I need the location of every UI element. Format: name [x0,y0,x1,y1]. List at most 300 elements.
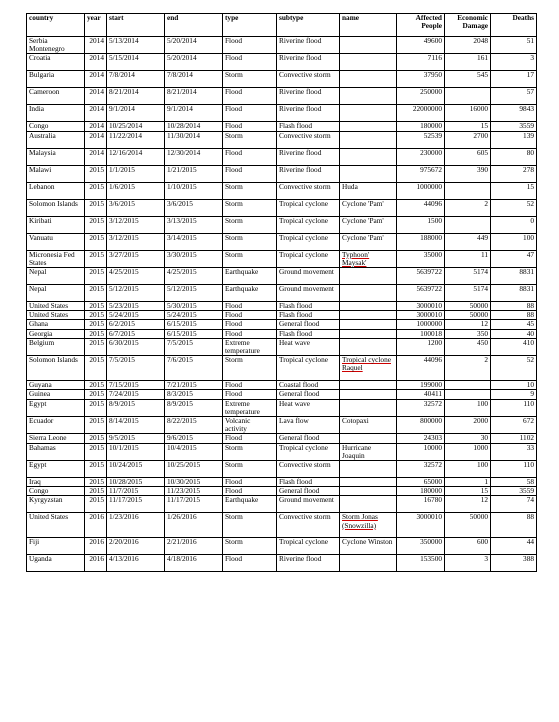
cell-affected-people: 3000010 [397,513,445,538]
cell-economic-damage: 12 [445,496,491,513]
cell-end: 8/21/2014 [165,88,223,105]
cell-deaths: 3 [491,54,537,71]
cell-subtype: General flood [277,320,340,329]
cell-economic-damage: 12 [445,320,491,329]
cell-name [340,390,397,399]
cell-type: Storm [223,182,277,199]
cell-end: 7/8/2014 [165,71,223,88]
cell-type: Storm [223,199,277,216]
cell-start: 11/22/2014 [107,131,165,148]
cell-end: 10/28/2014 [165,122,223,131]
cell-subtype: General flood [277,390,340,399]
cell-subtype: General flood [277,487,340,496]
cell-subtype: Tropical cyclone [277,199,340,216]
cell-deaths: 410 [491,338,537,355]
cell-economic-damage: 100 [445,461,491,478]
cell-start: 8/14/2015 [107,417,165,434]
cell-end: 4/25/2015 [165,268,223,285]
table-row [27,555,537,572]
cell-name [340,105,397,122]
table-row [27,302,537,311]
cell-year: 2014 [85,88,107,105]
table-row [27,443,537,460]
cell-type: Extreme temperature [223,338,277,355]
cell-affected-people: 153500 [397,555,445,572]
cell-start: 6/30/2015 [107,338,165,355]
cell-type: Storm [223,71,277,88]
cell-start: 7/24/2015 [107,390,165,399]
cell-deaths: 3559 [491,122,537,131]
cell-subtype: Riverine flood [277,54,340,71]
table-row [27,199,537,216]
cell-economic-damage: 15 [445,487,491,496]
cell-end: 6/15/2015 [165,320,223,329]
cell-name [340,381,397,390]
cell-start: 6/7/2015 [107,329,165,338]
cell-country: Egypt [27,461,85,478]
table-row [27,399,537,416]
cell-type: Flood [223,320,277,329]
column-header-end: end [165,14,223,37]
cell-country: Nepal [27,285,85,302]
cell-deaths: 110 [491,461,537,478]
cell-subtype: Flash flood [277,122,340,131]
cell-type: Earthquake [223,268,277,285]
cell-affected-people: 180000 [397,122,445,131]
table-row [27,311,537,320]
cell-year: 2015 [85,311,107,320]
table-row [27,71,537,88]
cell-type: Flood [223,381,277,390]
cell-deaths: 672 [491,417,537,434]
cell-year: 2015 [85,250,107,267]
cell-end: 5/30/2015 [165,302,223,311]
cell-economic-damage: 2 [445,199,491,216]
cell-name: Cyclone 'Pam' [340,216,397,233]
cell-end: 7/21/2015 [165,381,223,390]
cell-country: Congo [27,122,85,131]
column-header-affected-people: Affected People [397,14,445,37]
table-row [27,461,537,478]
cell-subtype: Heat wave [277,399,340,416]
cell-year: 2015 [85,496,107,513]
cell-economic-damage: 2000 [445,417,491,434]
cell-end: 6/15/2015 [165,329,223,338]
cell-subtype: Riverine flood [277,37,340,54]
column-header-year: year [85,14,107,37]
cell-deaths: 8831 [491,268,537,285]
cell-start: 12/16/2014 [107,148,165,165]
cell-type: Storm [223,356,277,381]
cell-name [340,148,397,165]
cell-country: Belgium [27,338,85,355]
cell-end: 8/9/2015 [165,399,223,416]
cell-affected-people: 5639722 [397,285,445,302]
table-row [27,338,537,355]
cell-deaths: 1102 [491,434,537,443]
cell-type: Storm [223,250,277,267]
cell-affected-people: 199000 [397,381,445,390]
cell-start: 11/7/2015 [107,487,165,496]
cell-name [340,165,397,182]
cell-start: 3/27/2015 [107,250,165,267]
cell-year: 2014 [85,105,107,122]
table-row [27,182,537,199]
cell-country: United States [27,513,85,538]
cell-subtype: Coastal flood [277,381,340,390]
cell-name: Tropical cyclone Raquel [340,356,397,381]
cell-economic-damage: 30 [445,434,491,443]
cell-affected-people: 24303 [397,434,445,443]
column-header-start: start [107,14,165,37]
table-row [27,131,537,148]
cell-country: Solomon Islands [27,199,85,216]
cell-start: 1/1/2015 [107,165,165,182]
cell-economic-damage: 350 [445,329,491,338]
table-row [27,513,537,538]
cell-deaths: 3559 [491,487,537,496]
cell-year: 2014 [85,71,107,88]
cell-type: Earthquake [223,496,277,513]
cell-deaths: 278 [491,165,537,182]
cell-affected-people: 350000 [397,538,445,555]
column-header-deaths: Deaths [491,14,537,37]
cell-deaths: 52 [491,199,537,216]
cell-affected-people: 16780 [397,496,445,513]
cell-start: 5/23/2015 [107,302,165,311]
cell-deaths: 88 [491,513,537,538]
cell-subtype: Riverine flood [277,88,340,105]
cell-end: 5/20/2014 [165,37,223,54]
cell-economic-damage: 5174 [445,285,491,302]
cell-type: Flood [223,390,277,399]
cell-economic-damage [445,390,491,399]
cell-country: Malawi [27,165,85,182]
cell-name: Cotopaxi [340,417,397,434]
cell-year: 2015 [85,417,107,434]
cell-name [340,320,397,329]
cell-start: 2/20/2016 [107,538,165,555]
cell-country: Ecuador [27,417,85,434]
cell-type: Flood [223,311,277,320]
cell-start: 5/12/2015 [107,285,165,302]
cell-deaths: 110 [491,399,537,416]
cell-affected-people: 975672 [397,165,445,182]
table-row [27,487,537,496]
cell-name: Cyclone 'Pam' [340,233,397,250]
cell-country: Nepal [27,268,85,285]
cell-deaths: 44 [491,538,537,555]
table-row [27,37,537,54]
cell-economic-damage: 605 [445,148,491,165]
cell-subtype: Ground movement [277,268,340,285]
table-row [27,478,537,487]
table-row [27,250,537,267]
cell-type: Earthquake [223,285,277,302]
cell-subtype: Flash flood [277,302,340,311]
cell-start: 4/25/2015 [107,268,165,285]
cell-name [340,399,397,416]
cell-country: Egypt [27,399,85,416]
cell-start: 5/13/2014 [107,37,165,54]
cell-end: 10/25/2015 [165,461,223,478]
cell-country: Congo [27,487,85,496]
cell-start: 10/28/2015 [107,478,165,487]
cell-start: 10/1/2015 [107,443,165,460]
table-header-row [27,14,537,37]
table-row [27,356,537,381]
cell-affected-people: 7116 [397,54,445,71]
cell-type: Storm [223,538,277,555]
cell-deaths: 10 [491,381,537,390]
cell-start: 3/12/2015 [107,216,165,233]
cell-economic-damage: 450 [445,338,491,355]
cell-deaths: 17 [491,71,537,88]
cell-subtype: Tropical cyclone [277,216,340,233]
column-header-country: country [27,14,85,37]
cell-name: Storm Jonas (Snowzilla) [340,513,397,538]
cell-end: 3/6/2015 [165,199,223,216]
cell-year: 2015 [85,434,107,443]
cell-country: Micronesia Fed States [27,250,85,267]
cell-country: Malaysia [27,148,85,165]
cell-country: Ghana [27,320,85,329]
cell-start: 6/2/2015 [107,320,165,329]
table-row [27,216,537,233]
table-row [27,105,537,122]
cell-end: 5/12/2015 [165,285,223,302]
table-row [27,496,537,513]
cell-type: Storm [223,461,277,478]
cell-deaths: 0 [491,216,537,233]
cell-year: 2015 [85,329,107,338]
cell-deaths: 74 [491,496,537,513]
cell-subtype: General flood [277,434,340,443]
cell-type: Storm [223,131,277,148]
cell-economic-damage: 2700 [445,131,491,148]
cell-name [340,285,397,302]
cell-subtype: Tropical cyclone [277,356,340,381]
cell-affected-people: 1500 [397,216,445,233]
cell-name [340,487,397,496]
cell-name: Huda [340,182,397,199]
cell-type: Extreme temperature [223,399,277,416]
cell-start: 9/1/2014 [107,105,165,122]
cell-name [340,122,397,131]
cell-country: Guinea [27,390,85,399]
cell-economic-damage [445,381,491,390]
table-row [27,148,537,165]
cell-name [340,54,397,71]
cell-economic-damage [445,88,491,105]
cell-deaths: 57 [491,88,537,105]
table-row [27,417,537,434]
table-row [27,381,537,390]
cell-year: 2016 [85,555,107,572]
cell-country: Cameroon [27,88,85,105]
cell-subtype: Tropical cyclone [277,443,340,460]
cell-subtype: Convective storm [277,131,340,148]
cell-end: 1/26/2016 [165,513,223,538]
cell-name [340,338,397,355]
cell-end: 1/10/2015 [165,182,223,199]
cell-economic-damage: 11 [445,250,491,267]
table-row [27,122,537,131]
cell-deaths: 51 [491,37,537,54]
cell-name [340,478,397,487]
column-header-subtype: subtype [277,14,340,37]
cell-name [340,131,397,148]
cell-name [340,555,397,572]
cell-subtype: Ground movement [277,285,340,302]
cell-economic-damage: 15 [445,122,491,131]
cell-deaths: 80 [491,148,537,165]
cell-subtype: Flash flood [277,311,340,320]
cell-affected-people: 44096 [397,356,445,381]
cell-deaths: 15 [491,182,537,199]
cell-country: Iraq [27,478,85,487]
cell-type: Flood [223,478,277,487]
cell-country: Fiji [27,538,85,555]
cell-type: Volcanic activity [223,417,277,434]
cell-affected-people: 3000010 [397,311,445,320]
cell-name [340,71,397,88]
cell-deaths: 88 [491,311,537,320]
cell-economic-damage: 16000 [445,105,491,122]
cell-type: Flood [223,105,277,122]
cell-affected-people: 49600 [397,37,445,54]
cell-name [340,329,397,338]
cell-country: Sierra Leone [27,434,85,443]
table-row [27,88,537,105]
cell-year: 2015 [85,461,107,478]
cell-year: 2015 [85,399,107,416]
cell-economic-damage: 100 [445,399,491,416]
cell-subtype: Convective storm [277,461,340,478]
cell-country: Solomon Islands [27,356,85,381]
cell-end: 7/5/2015 [165,338,223,355]
cell-end: 3/13/2015 [165,216,223,233]
cell-economic-damage: 3 [445,555,491,572]
cell-end: 9/6/2015 [165,434,223,443]
cell-deaths: 52 [491,356,537,381]
cell-economic-damage: 161 [445,54,491,71]
cell-end: 3/30/2015 [165,250,223,267]
cell-type: Flood [223,122,277,131]
cell-year: 2016 [85,513,107,538]
cell-start: 11/17/2015 [107,496,165,513]
column-header-economic-damage: Economic Damage [445,14,491,37]
cell-year: 2015 [85,182,107,199]
cell-affected-people: 230000 [397,148,445,165]
cell-subtype: Convective storm [277,513,340,538]
cell-end: 4/18/2016 [165,555,223,572]
cell-economic-damage: 449 [445,233,491,250]
cell-end: 7/6/2015 [165,356,223,381]
cell-subtype: Heat wave [277,338,340,355]
cell-year: 2015 [85,320,107,329]
cell-affected-people: 100018 [397,329,445,338]
cell-year: 2015 [85,233,107,250]
table-row [27,538,537,555]
cell-start: 7/8/2014 [107,71,165,88]
cell-name: Cyclone Winston [340,538,397,555]
cell-affected-people: 1000000 [397,320,445,329]
cell-deaths: 139 [491,131,537,148]
cell-economic-damage: 5174 [445,268,491,285]
cell-deaths: 388 [491,555,537,572]
cell-end: 9/1/2014 [165,105,223,122]
cell-country: India [27,105,85,122]
column-header-type: type [223,14,277,37]
cell-affected-people: 180000 [397,487,445,496]
cell-start: 8/9/2015 [107,399,165,416]
cell-economic-damage: 50000 [445,302,491,311]
cell-end: 11/30/2014 [165,131,223,148]
cell-country: Guyana [27,381,85,390]
cell-name: Cyclone 'Pam' [340,199,397,216]
cell-country: Croatia [27,54,85,71]
cell-economic-damage: 600 [445,538,491,555]
cell-affected-people: 10000 [397,443,445,460]
cell-affected-people: 52539 [397,131,445,148]
cell-start: 3/6/2015 [107,199,165,216]
cell-year: 2015 [85,268,107,285]
cell-type: Flood [223,329,277,338]
cell-subtype: Flash flood [277,329,340,338]
cell-affected-people: 1200 [397,338,445,355]
cell-country: Bulgaria [27,71,85,88]
cell-country: United States [27,311,85,320]
cell-deaths: 88 [491,302,537,311]
cell-affected-people: 65000 [397,478,445,487]
table-row [27,54,537,71]
cell-year: 2014 [85,37,107,54]
cell-start: 10/25/2014 [107,122,165,131]
cell-end: 10/4/2015 [165,443,223,460]
cell-name: Hurricane Joaquin [340,443,397,460]
cell-deaths: 47 [491,250,537,267]
cell-end: 5/20/2014 [165,54,223,71]
cell-subtype: Lava flow [277,417,340,434]
cell-end: 11/17/2015 [165,496,223,513]
cell-economic-damage: 50000 [445,311,491,320]
cell-type: Storm [223,513,277,538]
cell-name [340,461,397,478]
cell-affected-people: 1000000 [397,182,445,199]
cell-type: Flood [223,148,277,165]
cell-affected-people: 800000 [397,417,445,434]
cell-affected-people: 22000000 [397,105,445,122]
table-body [27,37,537,572]
cell-country: Georgia [27,329,85,338]
cell-name [340,88,397,105]
cell-deaths: 45 [491,320,537,329]
cell-economic-damage: 50000 [445,513,491,538]
cell-end: 2/21/2016 [165,538,223,555]
cell-deaths: 33 [491,443,537,460]
cell-country: Serbia Montenegro [27,37,85,54]
cell-deaths: 100 [491,233,537,250]
cell-year: 2014 [85,122,107,131]
cell-type: Flood [223,88,277,105]
cell-subtype: Riverine flood [277,555,340,572]
cell-year: 2015 [85,443,107,460]
cell-country: Kyrgyzstan [27,496,85,513]
cell-year: 2015 [85,285,107,302]
cell-economic-damage: 1000 [445,443,491,460]
cell-economic-damage [445,182,491,199]
